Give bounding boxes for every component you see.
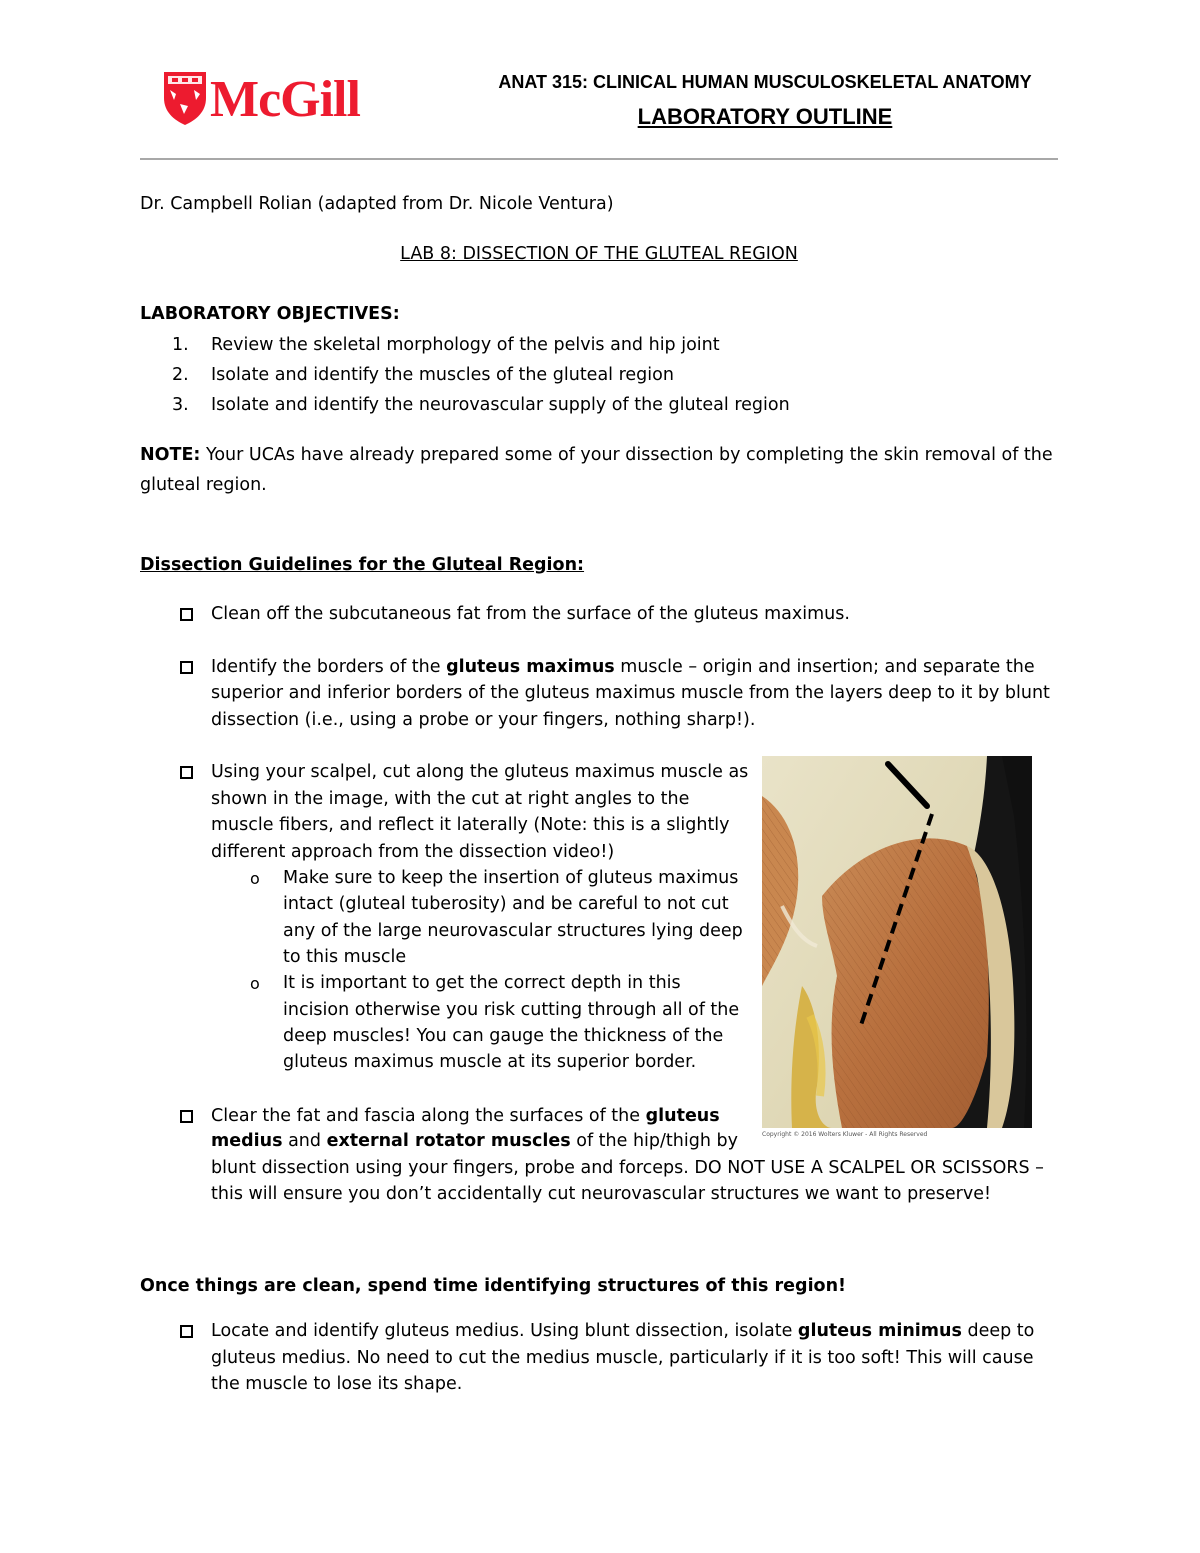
step-identify-borders: Identify the borders of the gluteus maximus muscle – origin and insertion; and separate the <box>211 657 1035 677</box>
step-gluteus-medius: Locate and identify gluteus medius. Using blunt dissection, isolate gluteus minimus deep to <box>211 1321 1035 1341</box>
step-clear-fat-line2: medius and external rotator muscles of the hip/thigh by <box>211 1131 738 1151</box>
mcgill-crest-icon <box>162 70 208 126</box>
gluteal-dissection-photo <box>762 756 1032 1128</box>
step-gluteus-medius-line2: gluteus medius. No need to cut the medius muscle, particularly if it is too soft! This will cause <box>211 1348 1034 1368</box>
step-clear-fat: Clear the fat and fascia along the surfaces of the gluteus <box>211 1106 720 1126</box>
checkbox-icon <box>180 661 193 674</box>
sub-point-line: deep muscles! You can gauge the thickness of the <box>283 1026 724 1046</box>
step-clear-fat-line3: blunt dissection using your fingers, probe and forceps. DO NOT USE A SCALPEL OR SCISSORS – <box>211 1158 1044 1178</box>
sub-point-line: gluteus maximus muscle at its superior border. <box>283 1052 697 1072</box>
step-cut-line: different approach from the dissection video!) <box>211 842 615 862</box>
objective-text: Isolate and identify the neurovascular supply of the gluteal region <box>211 395 790 415</box>
identification-heading: Once things are clean, spend time identifying structures of this region! <box>140 1276 847 1296</box>
mcgill-logo: McGill <box>210 71 360 128</box>
checkbox-icon <box>180 766 193 779</box>
checkbox-icon <box>180 1110 193 1123</box>
step-identify-borders-line2: superior and inferior borders of the gluteus maximus muscle from the layers deep to it by blunt <box>211 683 1050 703</box>
sub-point-line: intact (gluteal tuberosity) and be careful to not cut <box>283 894 729 914</box>
course-title: ANAT 315: CLINICAL HUMAN MUSCULOSKELETAL ANATOMY <box>498 72 1032 92</box>
document-type: LABORATORY OUTLINE <box>637 104 893 129</box>
objective-text: Isolate and identify the muscles of the gluteal region <box>211 365 674 385</box>
sub-point-line: any of the large neurovascular structures lying deep <box>283 921 743 941</box>
objectives-heading: LABORATORY OBJECTIVES: <box>140 304 400 324</box>
step-clear-fat-line4: this will ensure you don’t accidentally cut neurovascular structures we want to preserve! <box>211 1184 991 1204</box>
sub-point-line: It is important to get the correct depth in this <box>283 973 681 993</box>
step-cut-line: muscle fibers, and reflect it laterally (Note: this is a slightly <box>211 815 730 835</box>
image-copyright: Copyright © 2016 Wolters Kluwer - All Rights Reserved <box>762 1131 928 1138</box>
sub-bullet-icon: o <box>250 869 260 888</box>
lab-title: LAB 8: DISSECTION OF THE GLUTEAL REGION <box>400 244 798 264</box>
step-cut-line: shown in the image, with the cut at right angles to the <box>211 789 690 809</box>
guidelines-heading: Dissection Guidelines for the Gluteal Region: <box>140 555 585 575</box>
objective-item: 3. <box>172 395 189 415</box>
step-gluteus-medius-line3: the muscle to lose its shape. <box>211 1374 463 1394</box>
checkbox-icon <box>180 1325 193 1338</box>
step-cut-line: Using your scalpel, cut along the gluteus maximus muscle as <box>211 762 749 782</box>
note-continuation: gluteal region. <box>140 475 267 495</box>
step-identify-borders-line3: dissection (i.e., using a probe or your fingers, nothing sharp!). <box>211 710 756 730</box>
step-clean-fat: Clean off the subcutaneous fat from the surface of the gluteus maximus. <box>211 604 850 624</box>
header-divider <box>140 158 1058 160</box>
objective-text: Review the skeletal morphology of the pelvis and hip joint <box>211 335 720 355</box>
sub-point-line: to this muscle <box>283 947 407 967</box>
sub-point-line: Make sure to keep the insertion of gluteus maximus <box>283 868 739 888</box>
objective-item: 1. <box>172 335 189 355</box>
sub-point-line: incision otherwise you risk cutting through all of the <box>283 1000 740 1020</box>
objective-item: 2. <box>172 365 189 385</box>
checkbox-icon <box>180 608 193 621</box>
note-paragraph: NOTE: Your UCAs have already prepared some of your dissection by completing the skin removal of the <box>140 445 1053 465</box>
sub-bullet-icon: o <box>250 974 260 993</box>
author-line: Dr. Campbell Rolian (adapted from Dr. Nicole Ventura) <box>140 194 614 214</box>
